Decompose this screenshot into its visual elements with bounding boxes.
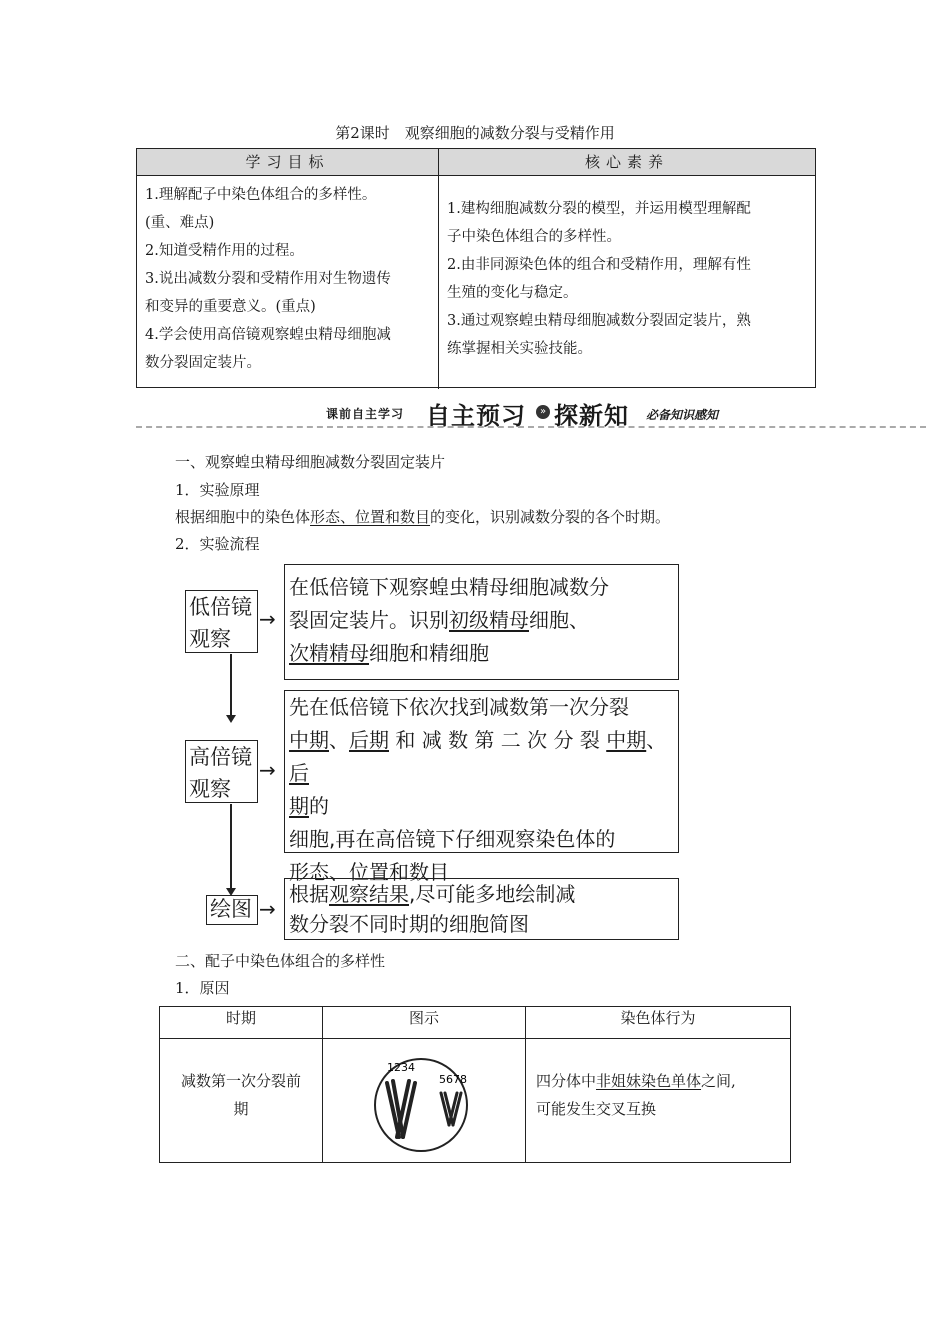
behavior-answer: 非姐妹染色单体: [596, 1072, 702, 1090]
banner-right-label: 必备知识感知: [646, 408, 719, 422]
objective-line: 3.说出减数分裂和受精作用对生物遗传: [145, 271, 391, 287]
objectives-column-divider: [438, 149, 439, 389]
banner-left-label: 课前自主学习: [326, 407, 405, 421]
objective-line: 数分裂固定装片。: [145, 355, 261, 371]
objectives-table: [136, 148, 816, 388]
objective-line: 4.学会使用高倍镜观察蝗虫精母细胞减: [145, 327, 391, 343]
banner-divider: [136, 426, 926, 428]
competency-line: 生殖的变化与稳定。: [447, 285, 578, 301]
competency-line: 子中染色体组合的多样性。: [447, 229, 621, 245]
reason-column-divider: [525, 1007, 526, 1162]
reason-column-divider: [322, 1007, 323, 1162]
reason-header-divider: [160, 1038, 790, 1039]
reason-header-behavior: 染色体行为: [620, 1009, 696, 1027]
competency-line: 3.通过观察蝗虫精母细胞减数分裂固定装片，熟: [447, 313, 751, 329]
objective-line: 2.知道受精作用的过程。: [145, 243, 304, 259]
objective-line: 1.理解配子中染色体组合的多样性。: [145, 187, 377, 203]
reason-behavior-cell: 四分体中非姐妹染色单体之间, 可能发生交叉互换: [536, 1072, 736, 1118]
competency-line: 1.建构细胞减数分裂的模型，并运用模型理解配: [447, 201, 751, 217]
tetrad-left-icon: [387, 1081, 415, 1137]
objectives-header-left: 学习目标: [137, 149, 438, 176]
reason-period-cell: 减数第一次分裂前 期: [180, 1072, 301, 1118]
core-competencies-cell: [447, 195, 813, 363]
section1-heading: 一、观察蝗虫精母细胞减数分裂固定装片: [175, 453, 446, 471]
flow-step1-text-box: 在低倍镜下观察蝗虫精母细胞减数分 裂固定装片。识别初级精母细胞、 次精精母细胞和精细胞: [284, 564, 679, 680]
flow-step3-label-box: 绘图: [206, 895, 258, 925]
section2-sub1: 1．原因: [175, 979, 230, 997]
section1-sub2: 2．实验流程: [175, 535, 260, 553]
flow-connector: [230, 654, 232, 716]
section1-sub1: 1．实验原理: [175, 481, 260, 499]
objective-line: 和变异的重要意义。(重点): [145, 299, 316, 315]
flow-arrow-icon: →: [259, 607, 276, 631]
reason-header-period: 时期: [225, 1009, 256, 1027]
banner-title-preview: 自主预习: [426, 402, 526, 430]
competency-line: 2.由非同源染色体的组合和受精作用，理解有性: [447, 257, 751, 273]
cell-crossing-over-figure: [365, 1045, 485, 1161]
reason-header-figure: 图示: [408, 1009, 439, 1027]
flow-arrow-icon: →: [259, 758, 276, 782]
lesson-title: 第2课时 观察细胞的减数分裂与受精作用: [335, 124, 615, 142]
competency-line: 练掌握相关实验技能。: [447, 341, 592, 357]
principle-text: 根据细胞中的染色体形态、位置和数目的变化，识别减数分裂的各个时期。: [175, 508, 671, 526]
flow-step2-text-box: 先在低倍镜下依次找到减数第一次分裂 中期、后期 和 减 数 第 二 次 分 裂 中期、后 期的 细胞,再在高倍镜下仔细观察染色体的 形态、位置和数目: [284, 690, 679, 853]
reason-table: [159, 1006, 791, 1163]
principle-answer: 形态、位置和数目: [310, 508, 431, 526]
banner-title-new-knowledge: 探新知: [554, 402, 629, 430]
tetrad-right-icon: [441, 1093, 461, 1125]
objectives-header-right: 核心素养: [439, 149, 815, 176]
flow-step3-text-box: 根据观察结果,尽可能多地绘制减 数分裂不同时期的细胞简图: [284, 878, 679, 940]
flow-down-arrow-icon: [226, 715, 236, 723]
banner-arrow-icon: »: [536, 405, 550, 419]
figure-label-right: 5678: [439, 1073, 467, 1086]
learning-objectives-cell: [145, 181, 437, 377]
flow-step1-label-box: 低倍镜 观察: [185, 590, 258, 653]
flow-arrow-icon: →: [259, 897, 276, 921]
section-banner: [136, 398, 926, 428]
figure-label-left: 1234: [387, 1061, 415, 1074]
objective-line: (重、难点): [145, 215, 215, 231]
flow-step2-label-box: 高倍镜 观察: [185, 740, 258, 803]
tetrad-diagram: [365, 1045, 485, 1161]
flow-connector: [230, 804, 232, 890]
section2-heading: 二、配子中染色体组合的多样性: [175, 952, 386, 970]
